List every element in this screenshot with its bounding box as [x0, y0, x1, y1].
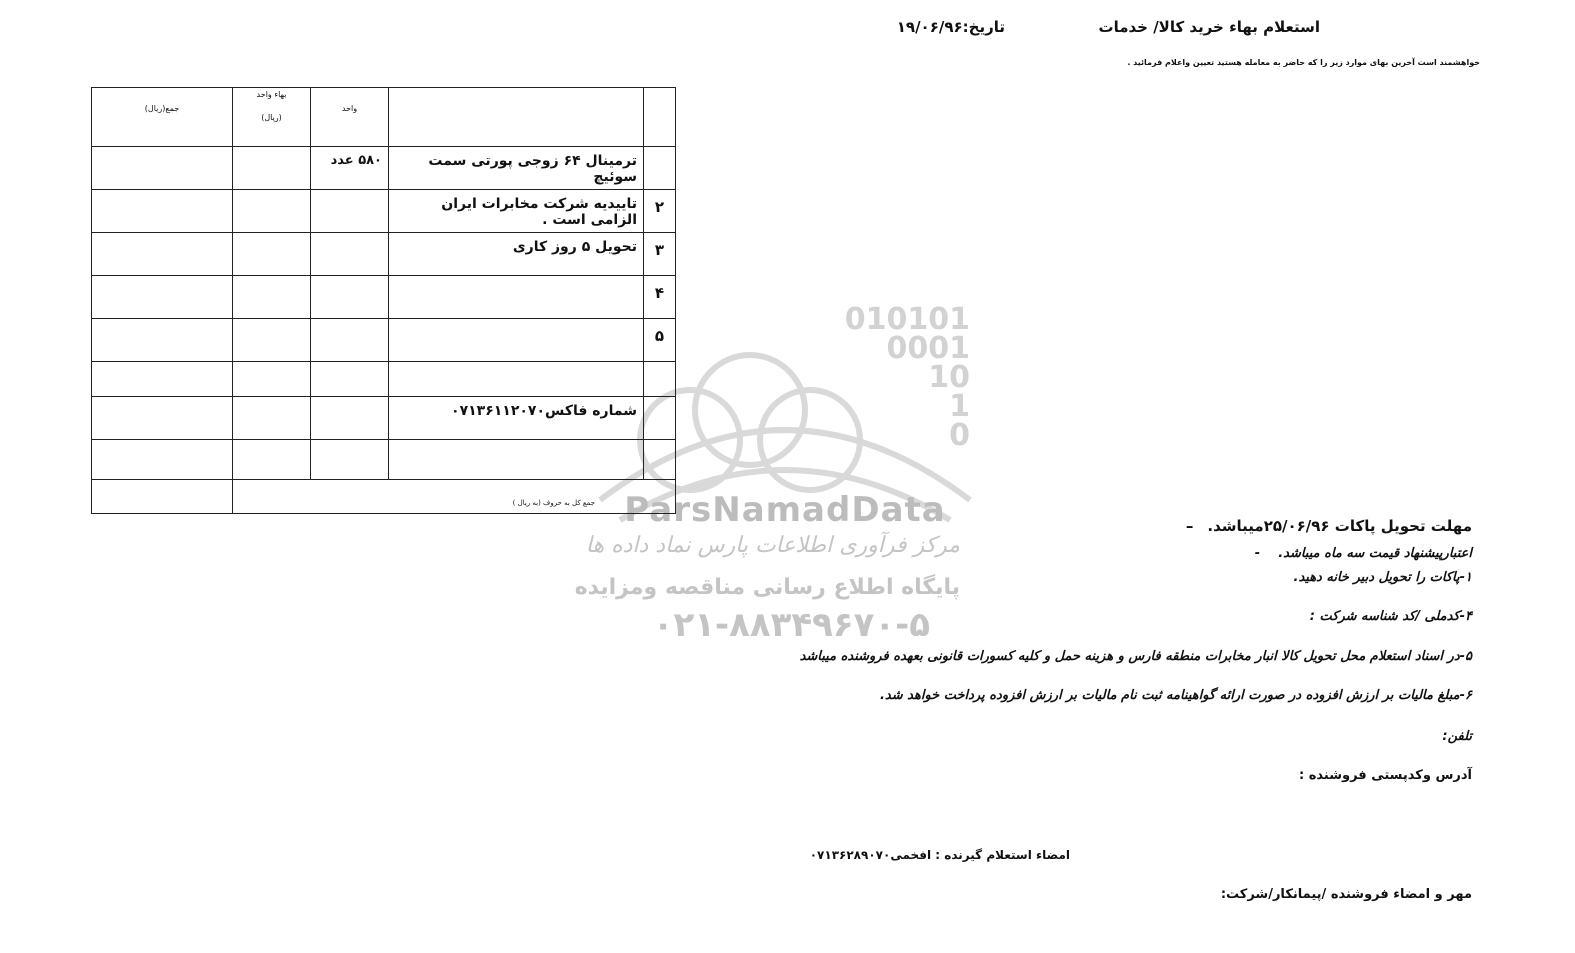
row-total-cell — [92, 233, 233, 276]
seller-address-label: آدرس وکدپستی فروشنده : — [1299, 768, 1472, 783]
watermark-line-2: پایگاه اطلاع رسانی مناقصه ومزایده — [574, 575, 960, 600]
note-item-5: ۵-در اسناد استعلام محل تحویل کالا انبار مخابرات منطقه فارس و هزینه حمل و کلیه کسورات قانونی بعهده فروشنده میباشد — [799, 649, 1472, 664]
row-price-cell — [233, 276, 311, 319]
header-total: جمع(ریال) — [92, 88, 233, 147]
row-total-cell — [92, 440, 233, 480]
row-total-cell — [92, 276, 233, 319]
row-description — [389, 362, 644, 397]
row-total-cell — [92, 147, 233, 190]
table-header-row — [92, 88, 676, 147]
row-number — [644, 362, 676, 397]
row-number: ۴ — [644, 276, 676, 319]
row-price-cell — [233, 440, 311, 480]
row-unit-cell — [311, 276, 389, 319]
table-row — [92, 190, 676, 233]
grand-total-cell — [92, 480, 233, 514]
table-row — [92, 233, 676, 276]
row-price-cell — [233, 233, 311, 276]
bullet-dash: – — [1185, 517, 1194, 535]
row-description — [389, 440, 644, 480]
deadline-note — [1176, 517, 1472, 535]
header-unit-price — [233, 88, 311, 147]
validity-text: اعتبارپیشنهاد قیمت سه ماه میباشد. — [1278, 546, 1472, 561]
row-description: تحویل ۵ روز کاری — [389, 233, 644, 276]
row-unit-cell — [311, 319, 389, 362]
row-unit-cell: ۵۸۰ عدد — [311, 147, 389, 190]
row-price-cell — [233, 397, 311, 440]
row-number — [644, 397, 676, 440]
row-description: ترمینال ۶۴ زوجی پورتی سمت سوئیچ — [389, 147, 644, 190]
row-price-cell — [233, 362, 311, 397]
note-item-4: ۴-کدملی /کد شناسه شرکت : — [1309, 609, 1472, 624]
header-unit-price-label: بهاء واحد — [256, 90, 287, 99]
row-price-cell — [233, 147, 311, 190]
row-total-cell — [92, 397, 233, 440]
row-number: ۵ — [644, 319, 676, 362]
note-item-1: ۱-پاکات را تحویل دبیر خانه دهید. — [1293, 570, 1472, 585]
items-table — [91, 87, 676, 514]
form-date: تاریخ:۱۹/۰۶/۹۶ — [896, 18, 1005, 36]
header-number — [644, 88, 676, 147]
bullet-dash: - — [1254, 546, 1261, 561]
table-row — [92, 440, 676, 480]
row-description — [389, 319, 644, 362]
row-number — [644, 147, 676, 190]
header-description — [389, 88, 644, 147]
intro-text: خواهشمند است آخرین بهای موارد زیر را که حاضر به معامله هستید تعیین واعلام فرمائید . — [1127, 58, 1480, 67]
table-row — [92, 362, 676, 397]
seller-signature-label: مهر و امضاء فروشنده /پیمانکار/شرکت: — [1220, 887, 1472, 902]
note-item-6: ۶-مبلغ مالیات بر ارزش افزوده در صورت ارائه گواهینامه ثبت نام مالیات بر ارزش افزوده پرداخت خواهد شد. — [879, 688, 1472, 703]
inquirer-signature: امضاء استعلام گیرنده : افخمی۰۷۱۳۶۲۸۹۰۷۰ — [809, 848, 1070, 862]
row-number: ۲ — [644, 190, 676, 233]
row-unit-cell — [311, 190, 389, 233]
row-unit-cell — [311, 362, 389, 397]
table-row — [92, 147, 676, 190]
row-description: تاییدیه شرکت مخابرات ایران الزامی است . — [389, 190, 644, 233]
form-title: استعلام بهاء خرید کالا/ خدمات — [1098, 18, 1320, 36]
deadline-text: مهلت تحویل پاکات ۲۵/۰۶/۹۶میباشد. — [1207, 517, 1472, 535]
watermark-line-1: مرکز فرآوری اطلاعات پارس نماد داده ها — [585, 533, 960, 558]
table-row — [92, 397, 676, 440]
watermark-digits: 010101 0001 10 1 0 — [844, 302, 970, 453]
header-unit-price-currency: (ریال) — [261, 113, 282, 122]
table-row — [92, 276, 676, 319]
fax-number: شماره فاکس۰۷۱۳۶۱۱۲۰۷۰ — [389, 397, 644, 440]
total-row — [92, 480, 676, 514]
total-in-words-label: جمع کل به حروف (به ریال ) — [233, 480, 676, 514]
row-number: ۳ — [644, 233, 676, 276]
validity-note — [1241, 546, 1472, 561]
row-description — [389, 276, 644, 319]
header-unit: واحد — [311, 88, 389, 147]
watermark-brand: ParsNamadData — [624, 490, 946, 530]
row-price-cell — [233, 319, 311, 362]
row-unit-cell — [311, 440, 389, 480]
telephone-label: تلفن: — [1442, 729, 1472, 744]
row-price-cell — [233, 190, 311, 233]
row-total-cell — [92, 362, 233, 397]
watermark-phone: ۰۲۱-۸۸۳۴۹۶۷۰-۵ — [652, 605, 930, 645]
row-total-cell — [92, 319, 233, 362]
table-row — [92, 319, 676, 362]
row-unit-cell — [311, 233, 389, 276]
row-unit-cell — [311, 397, 389, 440]
row-total-cell — [92, 190, 233, 233]
row-number — [644, 440, 676, 480]
